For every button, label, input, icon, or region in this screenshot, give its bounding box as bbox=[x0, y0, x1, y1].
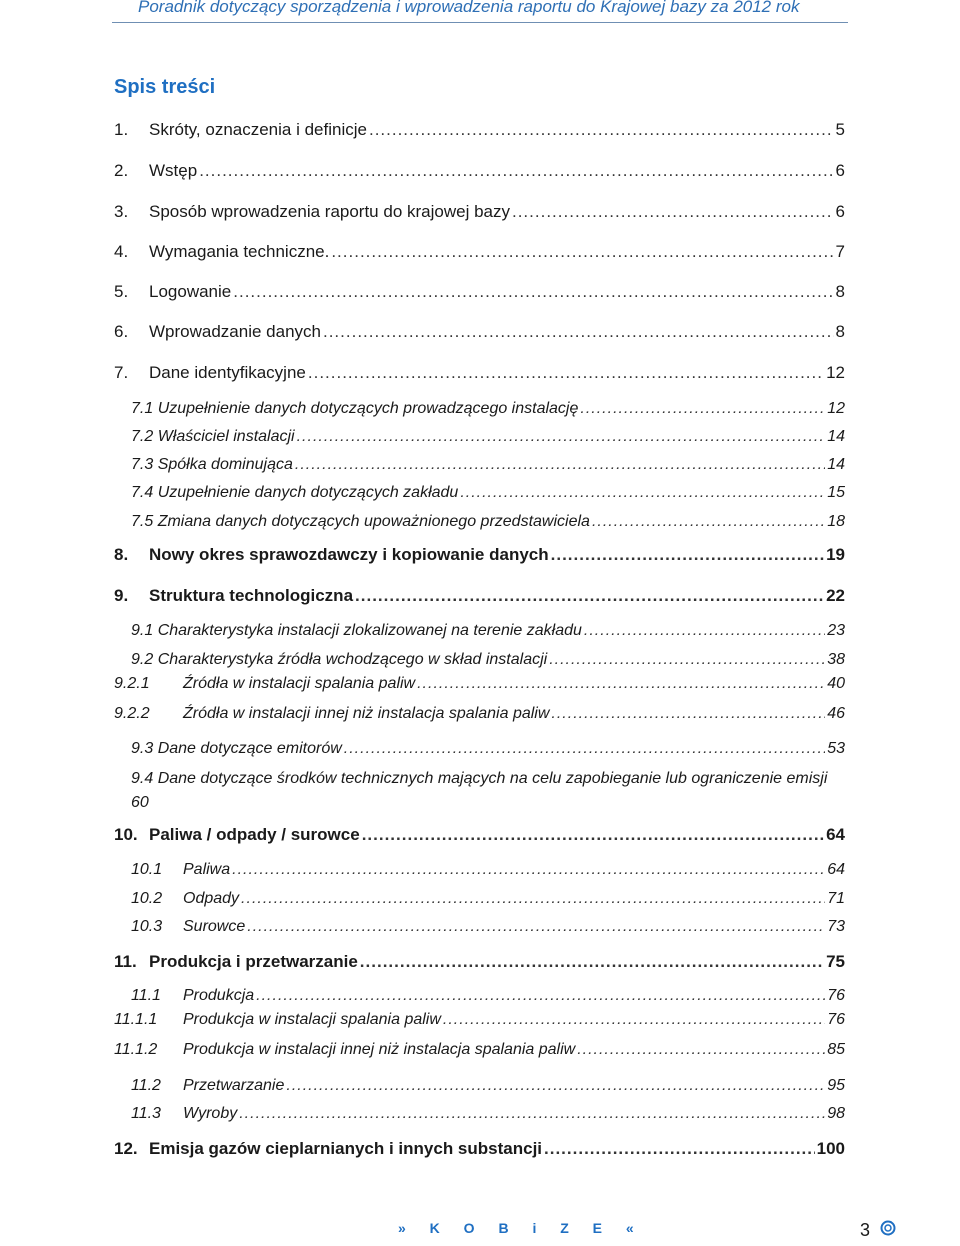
toc-subentry[interactable]: 10.2 Odpady ..... 71 bbox=[131, 890, 845, 908]
toc-subentry[interactable]: 10.3 Surowce ..... 73 bbox=[131, 918, 845, 936]
toc-subsubentry[interactable]: 11.1.2 Produkcja w instalacji innej niż instalacja spalania paliw ..... 85 bbox=[114, 1041, 845, 1059]
toc-entry[interactable]: 4. Wymagania techniczne. ..... 7 bbox=[114, 242, 845, 262]
toc-entry[interactable]: 3. Sposób wprowadzenia raportu do krajowej bazy ..... 6 bbox=[114, 202, 845, 222]
toc-entry[interactable]: 11. Produkcja i przetwarzanie ..... 75 bbox=[114, 952, 845, 972]
page-footer bbox=[0, 1220, 960, 1244]
toc-entry[interactable]: 6. Wprowadzanie danych ..... 8 bbox=[114, 322, 845, 342]
toc-subentry[interactable]: 9.1 Charakterystyka instalacji zlokalizowanej na terenie zakładu ..... 23 bbox=[131, 622, 845, 640]
toc-subsubentry[interactable]: 9.2.1 Źródła w instalacji spalania paliw ..... 40 bbox=[114, 675, 845, 693]
ring-logo-icon bbox=[880, 1220, 896, 1236]
toc-subentry[interactable]: 11.1 Produkcja ..... 76 bbox=[131, 987, 845, 1005]
header-title: Poradnik dotyczący sporządzenia i wprowadzenia raportu do Krajowej bazy za 2012 rok bbox=[138, 0, 800, 16]
toc-subentry[interactable]: 10.1 Paliwa ..... 64 bbox=[131, 861, 845, 879]
toc-subentry[interactable]: 9.3 Dane dotyczące emitorów ..... 53 bbox=[131, 740, 845, 758]
toc-title: Spis treści bbox=[114, 76, 216, 98]
toc-subsubentry[interactable]: 11.1.1 Produkcja w instalacji spalania paliw ..... 76 bbox=[114, 1011, 845, 1029]
toc-subentry[interactable]: 11.2 Przetwarzanie ..... 95 bbox=[131, 1077, 845, 1095]
toc-subentry[interactable]: 7.5 Zmiana danych dotyczących upoważnionego przedstawiciela ..... 18 bbox=[131, 513, 845, 531]
toc-subentry[interactable]: 7.2 Właściciel instalacji ..... 14 bbox=[131, 428, 845, 446]
toc-entry[interactable]: 2. Wstęp ..... 6 bbox=[114, 161, 845, 181]
toc-entry[interactable]: 8. Nowy okres sprawozdawczy i kopiowanie danych ..... 19 bbox=[114, 545, 845, 565]
toc-entry[interactable]: 10. Paliwa / odpady / surowce ..... 64 bbox=[114, 825, 845, 845]
toc-subentry[interactable]: 9.2 Charakterystyka źródła wchodzącego w skład instalacji ..... 38 bbox=[131, 651, 845, 669]
toc-entry[interactable]: 5. Logowanie ..... 8 bbox=[114, 282, 845, 302]
toc-subentry[interactable]: 7.3 Spółka dominująca ..... 14 bbox=[131, 456, 845, 474]
toc-entry[interactable]: 7. Dane identyfikacyjne ..... 12 bbox=[114, 363, 845, 383]
toc-subsubentry[interactable]: 9.2.2 Źródła w instalacji innej niż instalacja spalania paliw ..... 46 bbox=[114, 705, 845, 723]
toc-entry[interactable]: 9. Struktura technologiczna ..... 22 bbox=[114, 586, 845, 606]
toc-entry[interactable]: 1. Skróty, oznaczenia i definicje ..... 5 bbox=[114, 120, 845, 140]
page-header bbox=[112, 0, 848, 23]
toc-subentry[interactable]: 11.3 Wyroby ..... 98 bbox=[131, 1105, 845, 1123]
page-number: 3 bbox=[860, 1220, 871, 1240]
footer-brand: » K O B i Z E « bbox=[398, 1220, 644, 1236]
toc-subentry-wrapped[interactable]: 9.4 Dane dotyczące środków technicznych mających na celu zapobieganie lub ograniczenie emisji 60 bbox=[131, 770, 828, 811]
toc-subentry[interactable]: 7.1 Uzupełnienie danych dotyczących prowadzącego instalację ..... 12 bbox=[131, 400, 845, 418]
toc-subentry[interactable]: 7.4 Uzupełnienie danych dotyczących zakładu ..... 15 bbox=[131, 484, 845, 502]
toc-entry[interactable]: 12. Emisja gazów cieplarnianych i innych substancji ..... 100 bbox=[114, 1139, 845, 1159]
